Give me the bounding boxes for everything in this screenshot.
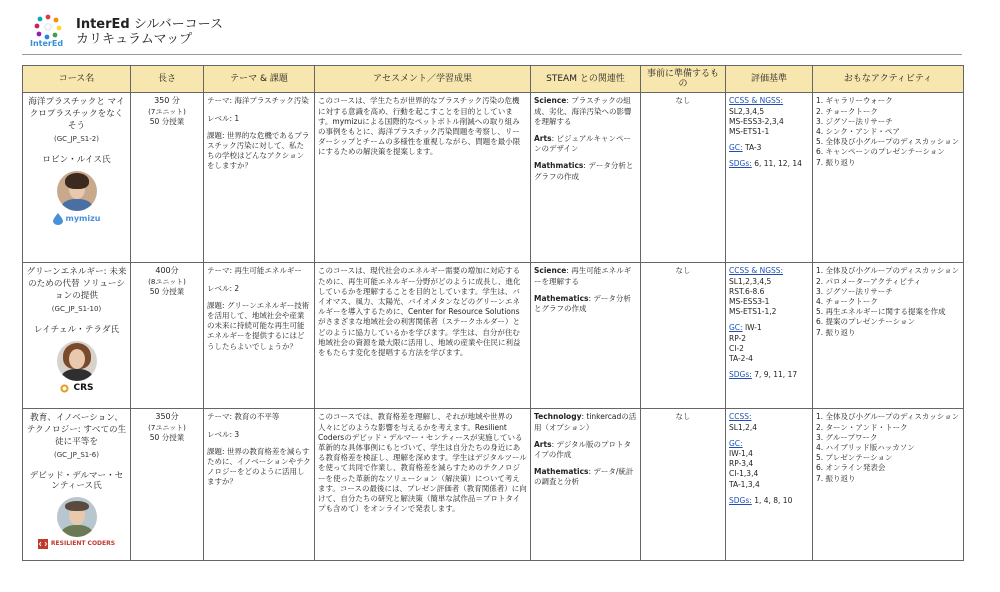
- col-header-steam: STEAM との関連性: [531, 66, 641, 93]
- table-row: [23, 93, 964, 263]
- challenge-text: 課題: グリーンエネルギー技術を活用して、地域社会や産業の未来に持続可能な再生可能エネルギーを提供するにはどうしたらよいでしょうか？: [207, 300, 310, 351]
- list-item: 1. ギャラリーウォーク: [816, 96, 893, 106]
- assessment-cell: [315, 93, 531, 263]
- col-header-activities: おもなアクティビティ: [813, 66, 964, 93]
- course-code: (GC_JP_S1-10): [51, 305, 102, 314]
- code-brackets-icon: [38, 539, 48, 549]
- steam-item: Arts: デジタル版のプロトタイプの作成: [534, 439, 632, 460]
- standard-group: GC: IW-1 RP-2 CI-2 TA-2-4: [729, 323, 762, 364]
- standard-group: CCSS: SL1,2,4: [729, 412, 809, 432]
- page-header: [30, 12, 223, 52]
- length-units: (7ユニット): [148, 107, 186, 116]
- steam-cell: [531, 409, 641, 561]
- list-item: 6. 提案のプレゼンテーション: [816, 317, 915, 327]
- course-cell: [23, 93, 131, 263]
- activities-cell: [813, 263, 964, 409]
- list-item: 2. ターン・アンド・トーク: [816, 422, 908, 432]
- length-units: (7ユニット): [148, 423, 186, 432]
- partner-name: mymizu: [65, 213, 101, 223]
- standard-head[interactable]: SDGs:: [729, 159, 752, 169]
- list-item: 4. シンク・アンド・ペア: [816, 127, 900, 137]
- length-units: (8ユニット): [148, 277, 186, 286]
- length-minutes: 350分: [155, 412, 179, 422]
- theme-cell: [204, 93, 315, 263]
- theme-label: テーマ: 再生可能エネルギー: [207, 266, 302, 276]
- col-header-assessment: アセスメント／学習成果: [315, 66, 531, 93]
- instructor-photo: [57, 497, 97, 537]
- instructor-photo: [57, 341, 97, 381]
- standard-head[interactable]: GC:: [729, 143, 743, 153]
- list-item: 4. チョークトーク: [816, 297, 878, 307]
- course-code: (GC_JP_S1-2): [54, 135, 99, 144]
- instructor-photo: [57, 171, 97, 211]
- list-item: 2. チョークトーク: [816, 106, 878, 116]
- course-name: 海洋プラスチックと マイクロプラスチックをなくそう: [28, 97, 125, 132]
- list-item: 6. オンライン発表会: [816, 463, 886, 473]
- length-minutes: 400分: [155, 266, 179, 276]
- list-item: 7. 振り返り: [816, 157, 856, 167]
- standard-head[interactable]: CCSS & NGSS:: [729, 266, 784, 276]
- steam-item: Science: プラスチックの組成、劣化、海洋汚染への影響を理解する: [534, 96, 632, 126]
- prep-cell: なし: [641, 409, 726, 561]
- list-item: 6. キャンペーンのプレゼンテーション: [816, 147, 945, 157]
- course-cell: [23, 409, 131, 561]
- page-title: [76, 17, 223, 32]
- course-code: (GC_JP_S1-6): [54, 451, 99, 460]
- assessment-text: このコースは、学生たちが世界的なプラスチック汚染の危機に対する意識を高め、行動を起こすことを目的としています。mymizuによる国際的なペットボトル削減への取り組みの事例をもとに、海洋プラスチック汚染問題を考察し、リーダーシップとチームの多様性を重視しながら、問題を最小限にするための解決策を提案します。: [318, 96, 521, 157]
- steam-item: Science: 再生可能エネルギーを理解する: [534, 266, 632, 286]
- length-minutes: 350 分: [154, 96, 180, 106]
- standard-group: SDGs: 7, 9, 11, 17: [729, 370, 798, 380]
- list-item: 3. ジグソー法リサーチ: [816, 286, 893, 296]
- assessment-cell: [315, 263, 531, 409]
- standard-group: CCSS & NGSS: SL1,2,3,4,5 RST.6-8.6 MS-ESS3-1 MS-ETS1-1,2: [729, 266, 809, 317]
- standards-cell: [726, 409, 813, 561]
- standard-head[interactable]: SDGs:: [729, 495, 752, 505]
- length-cell: [131, 93, 204, 263]
- course-name: グリーンエネルギー: 未来のための代替 ソリューションの提供: [26, 267, 127, 302]
- logo-people-icon: [34, 14, 62, 40]
- list-item: 3. グループワーク: [816, 432, 878, 442]
- standard-group: SDGs: 6, 11, 12, 14: [729, 159, 802, 169]
- length-classes: 50 分授業: [149, 432, 185, 442]
- col-header-course: コース名: [23, 66, 131, 93]
- steam-item: Technology: tinkercadの活用（オプション）: [534, 412, 637, 432]
- table-header-row: [23, 66, 964, 93]
- page-subtitle: カリキュラムマップ: [76, 32, 193, 47]
- partner-logo: [26, 383, 127, 394]
- activities-cell: [813, 409, 964, 561]
- standard-group: GC: TA-3: [729, 143, 762, 153]
- table-row: [23, 263, 964, 409]
- list-item: 5. 再生エネルギーに関する提案を作成: [816, 307, 946, 317]
- theme-label: テーマ: 教育の不平等: [207, 412, 280, 422]
- list-item: 7. 振り返り: [816, 473, 856, 483]
- curriculum-table: [22, 65, 964, 561]
- list-item: 7. 振り返り: [816, 327, 856, 337]
- course-cell: [23, 263, 131, 409]
- challenge-text: 課題: 世界的な危機であるプラスチック汚染に対して、私たちの学校はどんなアクションをしますか？: [207, 130, 310, 171]
- col-header-standards: 評価基準: [726, 66, 813, 93]
- standard-head[interactable]: CCSS:: [729, 412, 752, 422]
- col-header-theme: テーマ & 課題: [204, 66, 315, 93]
- steam-cell: [531, 93, 641, 263]
- length-cell: [131, 409, 204, 561]
- prep-cell: なし: [641, 263, 726, 409]
- instructor-name: ロビン・ルイス氏: [42, 154, 111, 165]
- steam-item: Mathematics: データ分析とグラフの作成: [534, 293, 631, 314]
- instructor-name: レイチェル・テラダ氏: [33, 324, 120, 335]
- level-label: レベル: 2: [207, 283, 240, 293]
- theme-cell: [204, 263, 315, 409]
- standard-head[interactable]: CCSS & NGSS:: [729, 96, 784, 106]
- standards-cell: [726, 93, 813, 263]
- activities-cell: [813, 93, 964, 263]
- steam-item: Mathematics: データ/統計の調査と分析: [534, 467, 634, 487]
- col-header-length: 長さ: [131, 66, 204, 93]
- water-drop-icon: [53, 213, 63, 225]
- steam-item: Mathmatics: データ分析とグラフの作成: [534, 161, 634, 181]
- list-item: 5. 全体及び小グループのディスカッション: [816, 137, 960, 147]
- length-classes: 50 分授業: [149, 116, 185, 126]
- level-label: レベル: 1: [207, 113, 240, 123]
- assessment-text: このコースは、現代社会のエネルギー需要の増加に対応するために、再生可能エネルギー分野がどのように成長し、進化しているかを理解することを目的としています。学生は、バイオマス、風力、太陽光、バイオメタンなどのグリーンエネルギーを導入するために、Center for Resource Solutions がさまざまな地域社会の利害関係者（ステークホルダー）とどのように協力しているかを学びます。学生は、自分が住む地域社会の資源を最大限に活用し、地域の産業や住民に利益をもたらす変化を提唱する方法を学びます。: [318, 266, 521, 358]
- standard-group: GC: IW-1,4 RP-3,4 CI-1,3,4 TA-1,3,4: [729, 439, 809, 490]
- length-cell: [131, 263, 204, 409]
- standard-head[interactable]: GC:: [729, 438, 743, 448]
- standard-head[interactable]: SDGs:: [729, 370, 752, 380]
- instructor-name: デビッド・デルマー・センティース氏: [29, 470, 124, 491]
- standard-group: SDGs: 1, 4, 8, 10: [729, 495, 793, 505]
- steam-cell: [531, 263, 641, 409]
- level-label: レベル: 3: [207, 429, 240, 439]
- logo-text: InterEd: [30, 39, 64, 48]
- standard-group: CCSS & NGSS: SL2,3,4,5 MS-ESS3-2,3,4 MS-ETS1-1: [729, 96, 809, 137]
- col-header-prep: 事前に準備するもの: [641, 66, 726, 93]
- length-classes: 50 分授業: [149, 286, 185, 296]
- list-item: 5. プレゼンテーション: [816, 453, 893, 463]
- partner-name: CRS: [73, 383, 94, 394]
- theme-cell: [204, 409, 315, 561]
- standards-cell: [726, 263, 813, 409]
- steam-item: Arts: ビジュアルキャンペーンのデザイン: [534, 134, 632, 154]
- partner-logo: [26, 213, 127, 225]
- interEd-logo: [30, 12, 66, 52]
- sun-icon: [59, 383, 70, 394]
- title-rest: シルバーコース: [129, 17, 223, 32]
- list-item: 1. 全体及び小グループのディスカッション: [816, 266, 960, 276]
- list-item: 3. ジグソー法リサーチ: [816, 116, 893, 126]
- theme-label: テーマ: 海洋プラスチック汚染: [207, 96, 309, 106]
- list-item: 1. 全体及び小グループのディスカッション: [816, 412, 960, 422]
- assessment-text: このコースでは、教育格差を理解し、それが地域や世界の人々にどのような影響を与えるかを考えます。Resilient Codersのデビッド・デルマー・センティースが実施している革新的な具体事例にもとづいて、学生は自分たちの身近にある教育格差を検証し、理解を深めます。学生はデジタルツールを使って共同で作業し、教育格差を減らすためのテクノロジーを使った革新的なソリューション（解決策）について考えます。コースの最後には、プレゼン評価者（教育関係者）に向けて、自分たちの研究と解決策（簡単な試作品＝プロトタイプも含めて）をオンラインで発表します。: [318, 412, 527, 514]
- title-brand: InterEd: [76, 17, 130, 32]
- header-divider: [22, 54, 962, 55]
- partner-logo: [26, 539, 127, 549]
- list-item: 2. パロメーターアクティビティ: [816, 276, 922, 286]
- list-item: 4. ハイブリッド版ハッカソン: [816, 443, 915, 453]
- challenge-text: 課題: 世界の教育格差を減らすために、イノベーションやテクノロジーをどのように活用しますか？: [207, 446, 311, 487]
- table-row: [23, 409, 964, 561]
- prep-cell: なし: [641, 93, 726, 263]
- course-name: 教育、イノベーション、テクノロジー: すべての生徒に平等を: [26, 413, 127, 448]
- assessment-cell: [315, 409, 531, 561]
- standard-head[interactable]: GC:: [729, 323, 743, 333]
- partner-name: RESILIENT CODERS: [50, 540, 116, 548]
